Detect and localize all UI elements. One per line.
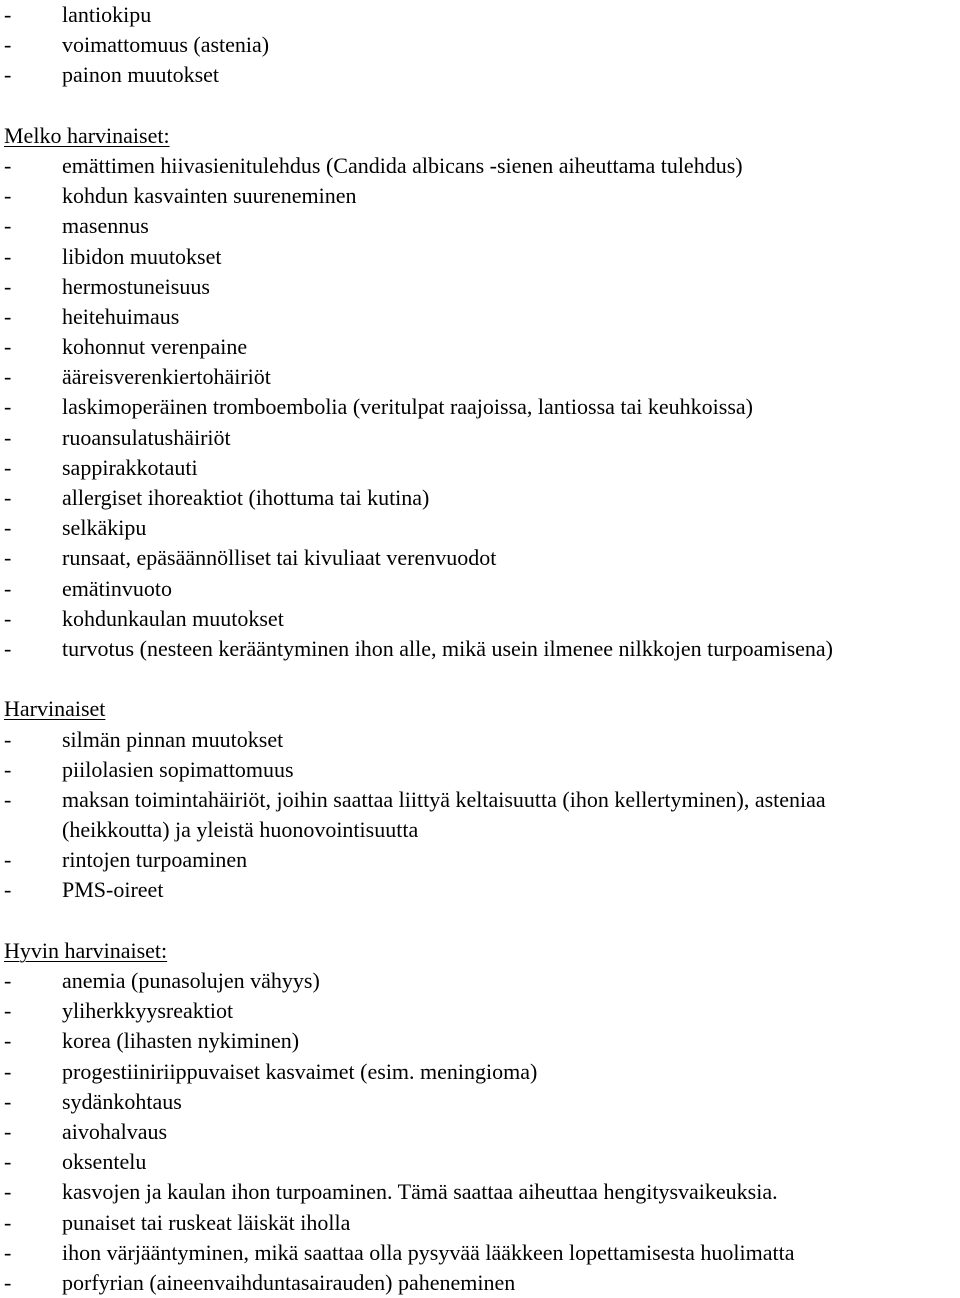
bullet-dash: -: [4, 968, 12, 993]
list-item-text: masennus: [62, 213, 149, 239]
list-item-text: heitehuimaus: [62, 303, 180, 329]
list-item-text: laskimoperäinen tromboembolia (veritulpat raajoissa, lantiossa tai keuhkoissa): [62, 394, 753, 420]
list-item: [4, 392, 960, 422]
list-item-text: oksentelu: [62, 1149, 147, 1175]
bullet-dash: -: [4, 786, 12, 812]
section-spacer: [4, 664, 960, 694]
list-item-text: libidon muutokset: [62, 243, 222, 269]
list-item-text: hermostuneisuus: [62, 273, 210, 299]
list-item: [4, 966, 960, 996]
list-item-text: (heikkoutta) ja yleistä huonovointisuutta: [62, 817, 419, 843]
list-item: [4, 845, 960, 875]
bullet-dash: -: [4, 756, 12, 782]
list-item-text: lantiokipu: [62, 2, 152, 27]
bullet-dash: -: [4, 273, 12, 299]
list-item: [4, 1177, 960, 1207]
list-item-text: ruoansulatushäiriöt: [62, 424, 231, 450]
list-item-text: painon muutokset: [62, 62, 220, 88]
list-item-text: allergiset ihoreaktiot (ihottuma tai kutina): [62, 485, 430, 510]
list-item-text: voimattomuus (astenia): [62, 32, 270, 58]
bullet-dash: -: [4, 1239, 12, 1265]
bullet-dash: -: [4, 2, 12, 27]
list-item-text: kasvojen ja kaulan ihon turpoaminen. Tämä saattaa aiheuttaa hengitysvaikeuksia.: [62, 1179, 778, 1205]
bullet-dash: -: [4, 575, 12, 601]
list-item: [4, 453, 960, 483]
list-item: [4, 30, 960, 60]
list-item: [4, 151, 960, 181]
bullet-dash: -: [4, 515, 12, 541]
list-item: [4, 513, 960, 543]
section-spacer: [4, 906, 960, 936]
document-page: [4, 0, 960, 1298]
list-item-text: kohdun kasvainten suureneminen: [62, 183, 357, 209]
list-item: [4, 725, 960, 755]
bullet-dash: -: [4, 726, 12, 752]
bullet-dash: -: [4, 485, 12, 510]
list-item-text: korea (lihasten nykiminen): [62, 1028, 300, 1054]
list-item-text: ääreisverenkiertohäiriöt: [62, 364, 271, 390]
list-item-text: piilolasien sopimattomuus: [62, 756, 294, 782]
list-item: [4, 0, 960, 30]
list-item-text: PMS-oireet: [62, 877, 164, 903]
list-item-text: anemia (punasolujen vähyys): [62, 968, 320, 993]
bullet-dash: -: [4, 1179, 12, 1205]
bullet-dash: -: [4, 213, 12, 239]
bullet-dash: -: [4, 424, 12, 450]
bullet-dash: -: [4, 62, 12, 88]
list-item: [4, 211, 960, 241]
list-item: [4, 785, 960, 815]
list-item-text: runsaat, epäsäännölliset tai kivuliaat verenvuodot: [62, 545, 497, 571]
bullet-dash: -: [4, 1118, 12, 1144]
list-item: [4, 604, 960, 634]
bullet-dash: -: [4, 1028, 12, 1054]
list-item: [4, 332, 960, 362]
section-heading: Hyvin harvinaiset:: [4, 937, 168, 963]
list-item: [4, 242, 960, 272]
list-item-text: silmän pinnan muutokset: [62, 726, 284, 752]
list-item-text: sydänkohtaus: [62, 1088, 182, 1114]
bullet-dash: -: [4, 32, 12, 58]
bullet-dash: -: [4, 1209, 12, 1235]
list-item: [4, 543, 960, 573]
section-heading: Melko harvinaiset:: [4, 122, 170, 148]
list-item: [4, 1268, 960, 1298]
list-item: [4, 362, 960, 392]
list-item-text: aivohalvaus: [62, 1118, 168, 1144]
section-spacer: [4, 91, 960, 121]
list-item-text: maksan toimintahäiriöt, joihin saattaa liittyä keltaisuutta (ihon kellertyminen), asteniaa: [62, 786, 826, 812]
bullet-dash: -: [4, 303, 12, 329]
list-item: [4, 1087, 960, 1117]
list-item: [4, 1208, 960, 1238]
bullet-dash: -: [4, 635, 12, 661]
list-item: [4, 1026, 960, 1056]
list-item-text: sappirakkotauti: [62, 454, 198, 480]
list-item: [4, 302, 960, 332]
list-item-text: rintojen turpoaminen: [62, 847, 248, 873]
list-item-text: progestiiniriippuvaiset kasvaimet (esim. meningioma): [62, 1058, 538, 1084]
bullet-dash: -: [4, 545, 12, 571]
bullet-dash: -: [4, 243, 12, 269]
bullet-dash: -: [4, 877, 12, 903]
bullet-dash: -: [4, 183, 12, 209]
bullet-dash: -: [4, 1088, 12, 1114]
section-heading: Harvinaiset: [4, 696, 106, 722]
list-item: [4, 574, 960, 604]
list-item: [4, 60, 960, 90]
bullet-dash: -: [4, 334, 12, 360]
bullet-dash: -: [4, 1269, 12, 1295]
list-item-text: emättimen hiivasienitulehdus (Candida albicans -sienen aiheuttama tulehdus): [62, 152, 743, 178]
list-item: [4, 755, 960, 785]
bullet-dash: -: [4, 1149, 12, 1175]
list-item-text: selkäkipu: [62, 515, 147, 541]
bullet-dash: -: [4, 1058, 12, 1084]
list-item-text: emätinvuoto: [62, 575, 172, 601]
bullet-dash: -: [4, 394, 12, 420]
list-item: [4, 483, 960, 513]
list-item: [4, 875, 960, 905]
list-item-continuation: [4, 815, 960, 845]
list-item-text: kohdunkaulan muutokset: [62, 605, 284, 631]
list-item: [4, 1057, 960, 1087]
list-item: [4, 996, 960, 1026]
bullet-dash: -: [4, 605, 12, 631]
list-item: [4, 423, 960, 453]
bullet-dash: -: [4, 364, 12, 390]
list-item: [4, 1147, 960, 1177]
list-item-text: turvotus (nesteen kerääntyminen ihon alle, mikä usein ilmenee nilkkojen turpoamisena): [62, 635, 833, 661]
list-item: [4, 634, 960, 664]
bullet-dash: -: [4, 152, 12, 178]
list-item-text: kohonnut verenpaine: [62, 334, 248, 360]
list-item: [4, 181, 960, 211]
bullet-dash: -: [4, 847, 12, 873]
list-item-text: porfyrian (aineenvaihduntasairauden) paheneminen: [62, 1269, 516, 1295]
list-item: [4, 1117, 960, 1147]
bullet-dash: -: [4, 998, 12, 1024]
bullet-dash: -: [4, 454, 12, 480]
list-item-text: yliherkkyysreaktiot: [62, 998, 234, 1024]
list-item-text: punaiset tai ruskeat läiskät iholla: [62, 1209, 351, 1235]
list-item: [4, 1238, 960, 1268]
list-item-text: ihon värjääntyminen, mikä saattaa olla pysyvää lääkkeen lopettamisesta huolimatta: [62, 1239, 795, 1265]
list-item: [4, 272, 960, 302]
